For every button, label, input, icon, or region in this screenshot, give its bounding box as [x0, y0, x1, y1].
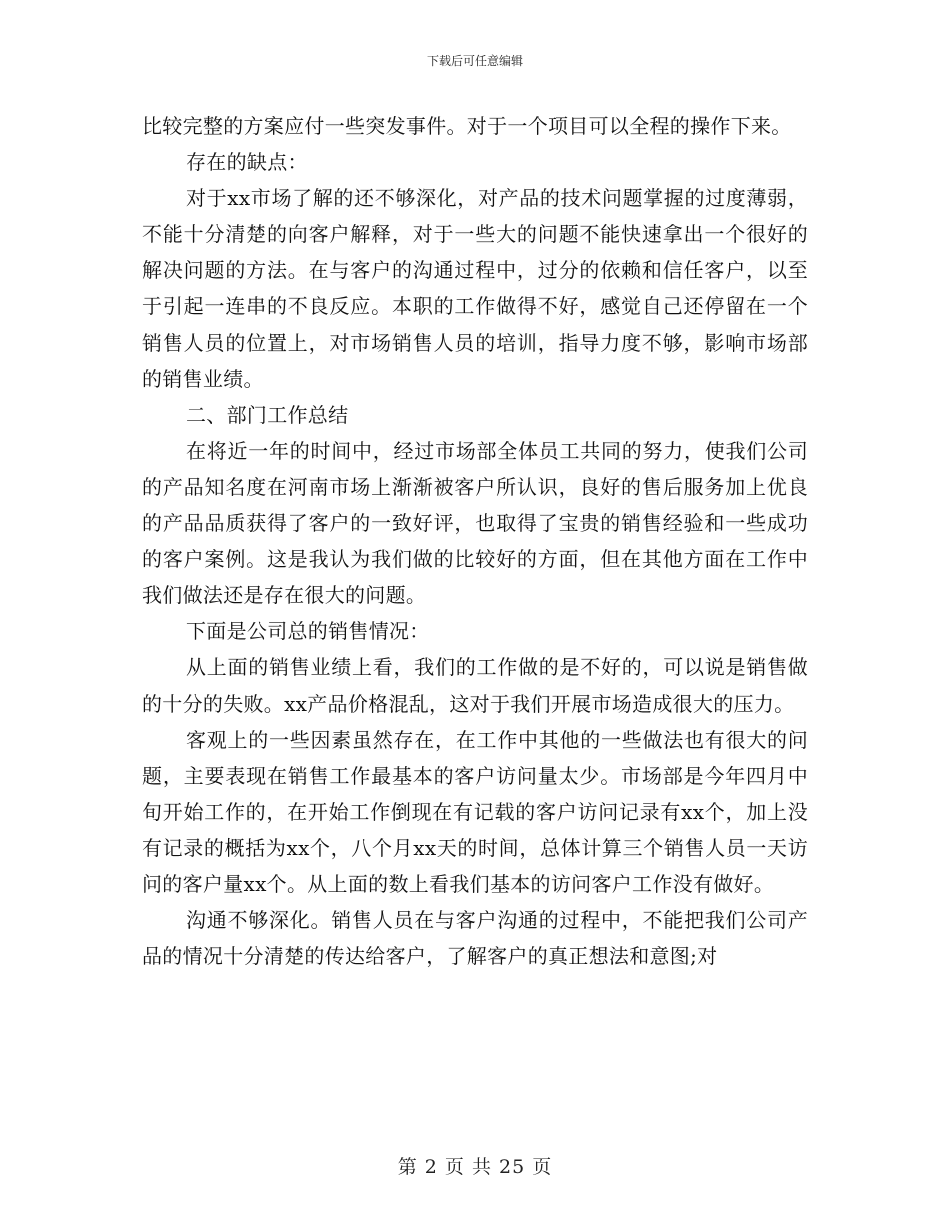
paragraph-sales-performance: 从上面的销售业绩上看，我们的工作做的是不好的，可以说是销售做的十分的失败。xx产品价格混乱，这对于我们开展市场造成很大的压力。	[142, 655, 808, 716]
paragraph-continuation: 比较完整的方案应付一些突发事件。对于一个项目可以全程的操作下来。	[142, 114, 792, 138]
section-heading-department-summary: 二、部门工作总结	[186, 402, 349, 427]
page-number-footer: 第 2 页 共 25 页	[397, 1156, 553, 1178]
page-header: 下载后可任意编辑	[426, 54, 523, 68]
paragraph-department-summary: 在将近一年的时间中，经过市场部全体员工共同的努力，使我们公司的产品知名度在河南市场上渐渐被客户所认识，良好的售后服务加上优良的产品品质获得了客户的一致好评，也取得了宝贵的销售经验和一些成功的客户案例。这是我认为我们做的比较好的方面，但在其他方面在工作中我们做法还是存在很大的问题。	[142, 438, 808, 608]
paragraph-communication: 沟通不够深化。销售人员在与客户沟通的过程中，不能把我们公司产品的情况十分清楚的传达给客户，了解客户的真正想法和意图;对	[142, 908, 808, 969]
document-body	[142, 108, 808, 974]
paragraph-shortcomings-heading: 存在的缺点：	[186, 150, 308, 175]
paragraph-sales-intro: 下面是公司总的销售情况：	[186, 619, 430, 644]
paragraph-shortcomings: 对于xx市场了解的还不够深化，对产品的技术问题掌握的过度薄弱，不能十分清楚的向客户解释，对于一些大的问题不能快速拿出一个很好的解决问题的方法。在与客户的沟通过程中，过分的依赖和信任客户，以至于引起一连串的不良反应。本职的工作做得不好，感觉自己还停留在一个销售人员的位置上，对市场销售人员的培训，指导力度不够，影响市场部的销售业绩。	[142, 186, 808, 391]
paragraph-objective-factors: 客观上的一些因素虽然存在，在工作中其他的一些做法也有很大的问题，主要表现在销售工作最基本的客户访问量太少。市场部是今年四月中旬开始工作的，在开始工作倒现在有记载的客户访问记录有xx个，加上没有记录的概括为xx个，八个月xx天的时间，总体计算三个销售人员一天访问的客户量xx个。从上面的数上看我们基本的访问客户工作没有做好。	[142, 727, 808, 896]
